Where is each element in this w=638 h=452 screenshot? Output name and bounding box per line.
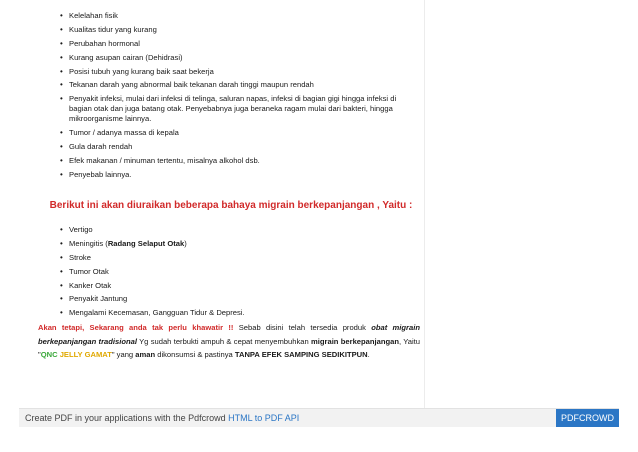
list-item: • Penyebab lainnya. [60,169,132,179]
section-heading: Berikut ini akan diuraikan beberapa bahaya migrain berkepanjangan , Yaitu : [49,200,413,211]
list-item: • Kanker Otak [60,280,112,290]
list-item: • Penyakit infeksi, mulai dari infeksi di telinga, saluran napas, infeksi di bagian gigi hingga infeksi di bagian otak dan juga batang otak. Penyebabnya juga beraneka ragam mulai dari bakteri, hingga mikroorganisme lainnya. [60,94,397,124]
column-divider [424,0,425,408]
list-item: • Mengalami Kecemasan, Gangguan Tidur & Depresi. [60,308,245,318]
html-to-pdf-link[interactable]: HTML to PDF API [228,413,300,423]
list-item: • Tumor Otak [60,266,109,276]
list-item: • Gula darah rendah [60,142,133,152]
list-item: • Tumor / adanya massa di kepala [60,128,179,138]
causes-list [60,11,420,184]
qnc-brand: QNC [40,350,58,360]
list-item: • Tekanan darah yang abnormal baik tekanan darah tinggi maupun rendah [60,80,314,90]
pdfcrowd-badge[interactable]: PDFCROWD [556,409,619,427]
pdfcrowd-footer [19,408,619,427]
list-item: • Posisi tubuh yang kurang baik saat bekerja [60,66,214,76]
list-item: • Meningitis (Radang Selaput Otak) [60,238,187,248]
list-item: • Perubahan hormonal [60,38,140,48]
list-item: • Kelelahan fisik [60,11,118,20]
jelly-gamat-brand: JELLY GAMAT [57,350,112,360]
list-item: • Efek makanan / minuman tertentu, misalnya alkohol dsb. [60,156,260,166]
list-item: • Vertigo [60,225,93,234]
dangers-list [60,225,420,322]
list-item: • Stroke [60,252,91,262]
footer-text: Create PDF in your applications with the Pdfcrowd HTML to PDF API [25,413,300,423]
list-item: • Penyakit Jantung [60,294,128,304]
list-item: • Kualitas tidur yang kurang [60,24,157,34]
list-item: • Kurang asupan cairan (Dehidrasi) [60,52,183,62]
product-paragraph: Akan tetapi, Sekarang anda tak perlu khawatir !! Sebab disini telah tersedia produk obat migrain berkepanjangan tradisional Yg sudah terbukti ampuh & cepat menyembuhkan migrain berkepanjangan, Yaitu "QNC JELLY GAMAT" yang aman dikonsumsi & pastinya TANPA EFEK SAMPING SEDIKITPUN. [38,323,421,360]
